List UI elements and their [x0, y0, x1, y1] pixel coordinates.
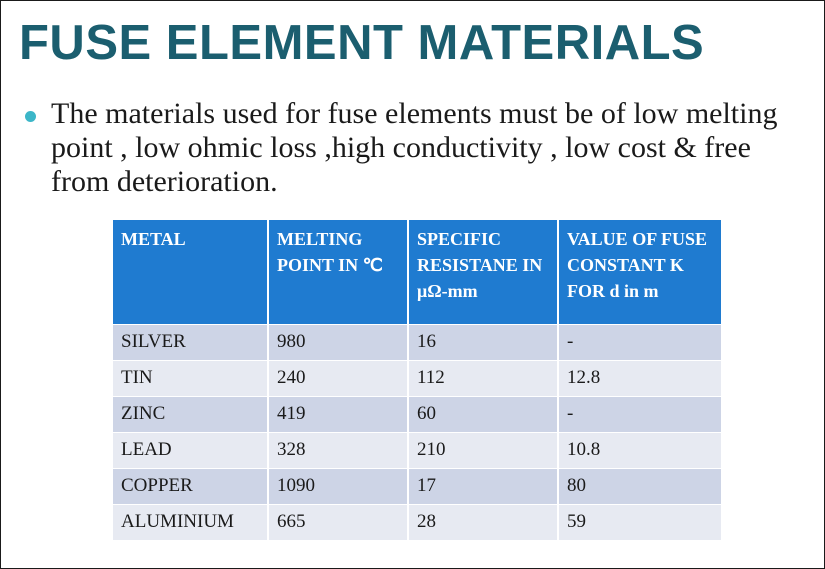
cell-specific-resistance: 17: [408, 468, 558, 504]
cell-metal: TIN: [113, 360, 268, 396]
table-row: [113, 360, 721, 396]
cell-metal: LEAD: [113, 432, 268, 468]
cell-metal: COPPER: [113, 468, 268, 504]
cell-specific-resistance: 60: [408, 396, 558, 432]
table-header-row: [113, 220, 721, 324]
cell-fuse-constant: 80: [558, 468, 721, 504]
table-row: [113, 468, 721, 504]
cell-melting-point: 419: [268, 396, 408, 432]
cell-specific-resistance: 210: [408, 432, 558, 468]
cell-specific-resistance: 28: [408, 504, 558, 540]
cell-melting-point: 665: [268, 504, 408, 540]
materials-table-container: [113, 220, 721, 540]
table-row: [113, 324, 721, 360]
header-fuse-constant: VALUE OF FUSE CONSTANT K FOR d in m: [558, 220, 721, 324]
table-row: [113, 432, 721, 468]
cell-specific-resistance: 16: [408, 324, 558, 360]
bullet-text: The materials used for fuse elements must be of low melting point , low ohmic loss ,high conductivity , low cost & free from deterioration.: [51, 97, 778, 198]
cell-melting-point: 240: [268, 360, 408, 396]
header-metal: METAL: [113, 220, 268, 324]
slide-title: FUSE ELEMENT MATERIALS: [19, 16, 705, 70]
materials-table: [113, 220, 721, 540]
cell-metal: ZINC: [113, 396, 268, 432]
cell-fuse-constant: -: [558, 396, 721, 432]
cell-fuse-constant: 59: [558, 504, 721, 540]
cell-fuse-constant: 10.8: [558, 432, 721, 468]
header-specific-resistance: SPECIFIC RESISTANE IN μΩ-mm: [408, 220, 558, 324]
cell-fuse-constant: 12.8: [558, 360, 721, 396]
table-row: [113, 396, 721, 432]
cell-metal: SILVER: [113, 324, 268, 360]
cell-melting-point: 980: [268, 324, 408, 360]
cell-specific-resistance: 112: [408, 360, 558, 396]
header-melting-point: MELTING POINT IN ℃: [268, 220, 408, 324]
cell-melting-point: 1090: [268, 468, 408, 504]
cell-metal: ALUMINIUM: [113, 504, 268, 540]
bullet-dot-icon: [25, 111, 36, 122]
table-row: [113, 504, 721, 540]
cell-melting-point: 328: [268, 432, 408, 468]
cell-fuse-constant: -: [558, 324, 721, 360]
